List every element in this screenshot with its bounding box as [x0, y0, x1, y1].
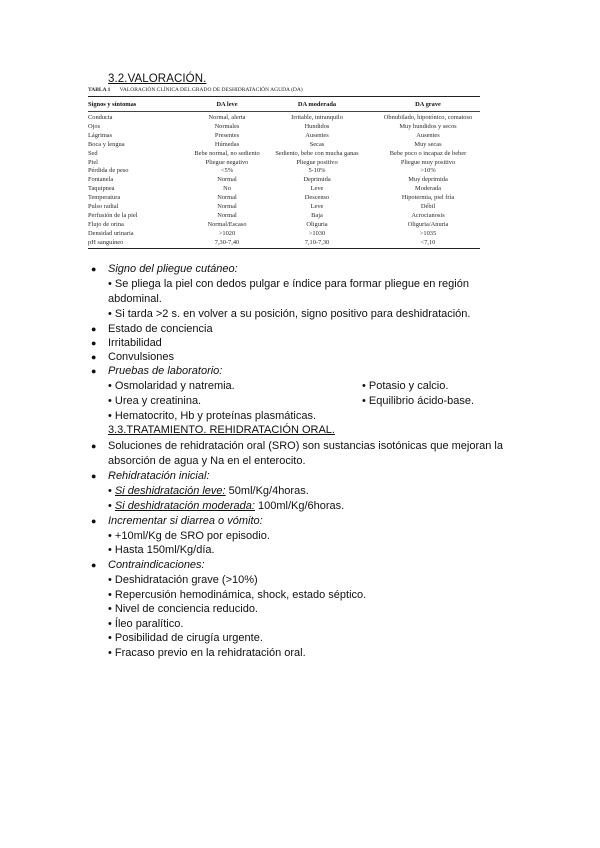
section-heading-tratamiento: 3.3.TRATAMIENTO. REHIDRATACIÓN ORAL.: [108, 424, 335, 436]
table-cell: Pliegue muy positivo: [400, 158, 456, 166]
table-caption: [88, 87, 303, 93]
table-cell: Pliegue positivo: [296, 158, 338, 166]
table-cell: >1020: [218, 229, 236, 237]
table-cell: Irritable, intranquilo: [291, 114, 343, 121]
table-cell: Sediento, bebe con mucha ganas: [275, 149, 359, 157]
table-cell: Ausentes: [416, 131, 440, 139]
laboratorio-item: • Urea y creatinina.: [108, 395, 202, 407]
table-cell: Pulso radial: [88, 203, 119, 210]
bullet-icon: ●: [91, 324, 97, 334]
table-row: [88, 239, 480, 247]
table-cell: Bebe poco o incapaz de beber: [389, 149, 467, 157]
table-row: [88, 141, 480, 149]
contraindicacion-item: • Posibilidad de cirugía urgente.: [108, 632, 263, 644]
table-cell: Muy secas: [414, 140, 442, 148]
diarrea-title: Incrementar si diarrea o vómito:: [108, 515, 263, 527]
list-item-irritabilidad: Irritabilidad: [108, 337, 162, 349]
table-cell: Leve: [310, 185, 324, 193]
table-cell: Lágrimas: [88, 131, 113, 139]
list-item-conciencia: Estado de conciencia: [108, 323, 213, 335]
table-cell: Oliguria/Anuria: [407, 220, 449, 228]
table-cell: Húmedas: [214, 140, 240, 148]
table-cell: Piel: [88, 158, 98, 166]
contraindicaciones-title: Contraindicaciones:: [108, 559, 205, 571]
table-header-row: [88, 101, 480, 109]
table-row: [88, 212, 480, 220]
table-cell: Conducta: [88, 114, 113, 121]
section-heading-valoracion: 3.2.VALORACIÓN.: [108, 73, 207, 85]
table-row: [88, 203, 480, 211]
table-cell: Temperatura: [88, 194, 121, 202]
table-cell: Normales: [214, 122, 240, 130]
rehidratacion-leve-label: Si deshidratación leve:: [114, 485, 226, 497]
contraindicacion-item: • Deshidratación grave (>10%): [108, 574, 258, 586]
table-cell: pH sanguíneo: [88, 238, 124, 246]
table-row: [88, 230, 480, 238]
bullet-icon: ●: [91, 516, 97, 526]
pliegue-line-1: • Se pliega la piel con dedos pulgar e índice para formar pliegue en región: [108, 278, 469, 290]
table-cell: Secas: [309, 140, 325, 148]
list-item-convulsiones: Convulsiones: [108, 351, 175, 363]
table-header-rule: [88, 111, 480, 112]
table-cell: Descenso: [304, 194, 330, 202]
table-cell: Ausentes: [305, 131, 329, 139]
table-cell: Leve: [310, 203, 324, 210]
table-cell: Ojos: [88, 122, 101, 130]
table-cell: Sed: [88, 149, 98, 157]
laboratorio-item: • Hematocrito, Hb y proteínas plasmáticas.: [108, 410, 317, 422]
table-cell: Normal: [217, 194, 237, 202]
contraindicacion-item: • Íleo paralítico.: [108, 618, 184, 630]
table-caption-label: TABLA 1: [88, 87, 111, 93]
table-cell: 7,10-7,30: [304, 238, 330, 246]
table-row: [88, 123, 480, 131]
contraindicacion-item: • Repercusión hemodinámica, shock, estado séptico.: [108, 589, 367, 601]
bullet-dot: •: [108, 485, 112, 497]
pliegue-line-2: • Si tarda >2 s. en volver a su posición, signo positivo para deshidratación.: [108, 308, 471, 320]
table-cell: Normal/Escaso: [207, 220, 247, 228]
rehidratacion-moderada-value: 100ml/Kg/6horas.: [254, 500, 345, 512]
table-bottom-rule: [88, 248, 480, 249]
table-cell: Densidad urinaria: [88, 229, 134, 237]
pliegue-title: Signo del pliegue cutáneo:: [108, 263, 238, 275]
sro-line-1: Soluciones de rehidratación oral (SRO) son sustancias isotónicas que mejoran la: [108, 440, 503, 452]
table-cell: >1030: [308, 229, 326, 237]
table-row: [88, 114, 480, 122]
bullet-icon: ●: [91, 366, 97, 376]
table-row: [88, 132, 480, 140]
table-row: [88, 194, 480, 202]
table-cell: Muy hundidos y secos: [399, 122, 457, 130]
bullet-icon: ●: [91, 338, 97, 348]
table-cell: Obnubilado, hipotónico, comatoso: [383, 114, 473, 121]
contraindicacion-item: • Fracaso previo en la rehidratación oral.: [108, 647, 306, 659]
bullet-icon: ●: [91, 471, 97, 481]
rehidratacion-leve-value: 50ml/Kg/4horas.: [225, 485, 309, 497]
table-row: [88, 176, 480, 184]
bullet-icon: ●: [91, 352, 97, 362]
table-cell: Moderada: [415, 185, 441, 193]
rehidratacion-moderada-label: Si deshidratación moderada:: [114, 500, 255, 512]
laboratorio-item: • Equilibrio ácido-base.: [362, 395, 475, 407]
diarrea-item: • +10ml/Kg de SRO por episodio.: [108, 530, 270, 542]
table-cell: Bebe normal, no sediento: [194, 149, 260, 157]
table-cell: 7,30-7,40: [214, 238, 240, 246]
laboratorio-item: • Potasio y calcio.: [362, 380, 449, 392]
table-cell: 5-10%: [308, 167, 326, 175]
table-cell: Pliegue negativo: [205, 158, 249, 166]
contraindicacion-item: • Nivel de conciencia reducido.: [108, 603, 258, 615]
laboratorio-item: • Osmolaridad y natremia.: [108, 380, 235, 392]
table-cell: >1035: [419, 229, 437, 237]
table-cell: Deprimida: [303, 176, 331, 184]
table-cell: Fontanela: [88, 176, 114, 184]
table-caption-text: VALORACIÓN CLÍNICA DEL GRADO DE DESHIDRATACIÓN AGUDA (DA): [119, 87, 303, 93]
table-cell: Perfusión de la piel: [88, 211, 138, 219]
table-header-cell: DA leve: [216, 101, 238, 108]
table-header-cell: Signos y síntomas: [88, 101, 137, 108]
bullet-dot: •: [108, 500, 112, 512]
table-cell: >10%: [420, 167, 436, 175]
table-cell: Normal: [217, 176, 237, 184]
pliegue-line-1b: abdominal.: [108, 293, 162, 305]
diarrea-item: • Hasta 150ml/Kg/día.: [108, 544, 215, 556]
table-cell: Pérdida de peso: [88, 167, 129, 175]
table-cell: Flujo de orina: [88, 220, 124, 228]
rehidratacion-leve: [108, 484, 309, 499]
table-header-cell: DA grave: [415, 101, 441, 108]
table-cell: Normal, alerta: [208, 114, 246, 121]
table-cell: Acrocianosis: [411, 211, 445, 219]
sro-line-2: absorción de agua y Na en el enterocito.: [108, 455, 306, 467]
table-cell: Hipotermia, piel fría: [401, 194, 455, 202]
table-top-rule: [88, 96, 480, 97]
bullet-icon: ●: [91, 264, 97, 274]
table-cell: No: [223, 185, 231, 193]
table-header-cell: DA moderada: [297, 101, 337, 108]
rehidratacion-moderada: [108, 499, 344, 514]
table-row: [88, 167, 480, 175]
table-cell: Muy deprimida: [408, 176, 448, 184]
table-row: [88, 159, 480, 167]
laboratorio-title: Pruebas de laboratorio:: [108, 365, 223, 377]
table-row: [88, 221, 480, 229]
table-cell: <5%: [220, 167, 234, 175]
table-cell: Hundidos: [304, 122, 330, 130]
table-row: [88, 185, 480, 193]
table-cell: Baja: [311, 211, 323, 219]
table-row: [88, 150, 480, 158]
dehydration-table-image: [88, 87, 488, 249]
bullet-icon: ●: [91, 560, 97, 570]
table-cell: <7,10: [420, 238, 436, 246]
table-cell: Normal: [217, 211, 237, 219]
table-cell: Presentes: [214, 131, 240, 139]
table-cell: Débil: [420, 203, 436, 210]
table-cell: Normal: [217, 203, 237, 210]
table-cell: Taquipnea: [88, 185, 115, 193]
bullet-icon: ●: [91, 441, 97, 451]
table-cell: Oliguria: [306, 220, 328, 228]
rehidratacion-title: Rehidratación inicial:: [108, 470, 210, 482]
table-cell: Boca y lengua: [88, 140, 125, 148]
